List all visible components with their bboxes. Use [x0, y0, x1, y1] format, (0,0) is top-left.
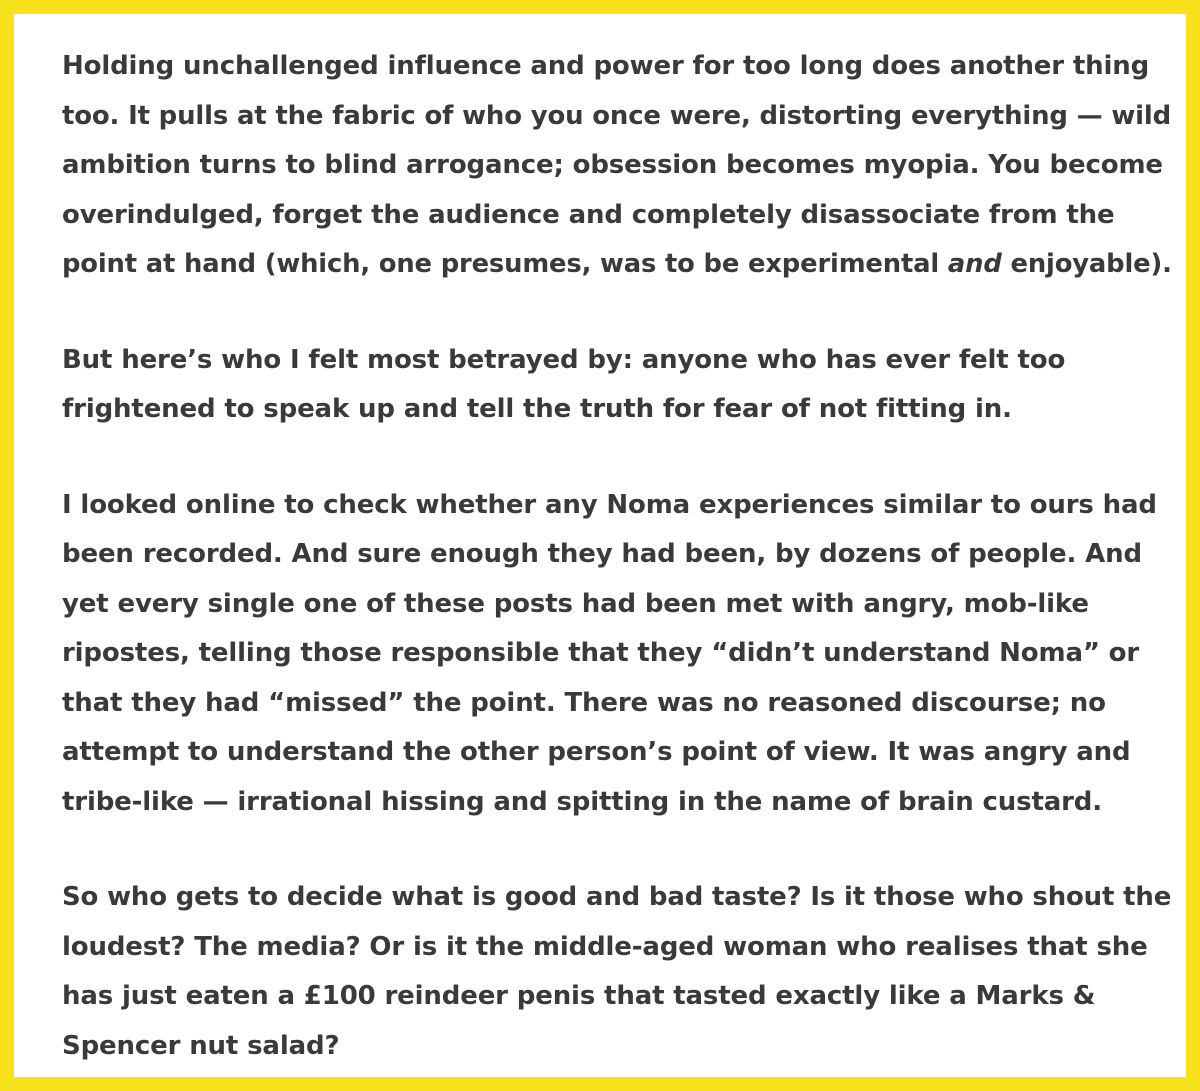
text-line: loudest? The media? Or is it the middle-aged woman who realises that she — [62, 931, 1148, 962]
text-line: been recorded. And sure enough they had been, by dozens of people. And — [62, 539, 1142, 569]
text-line: too. It pulls at the fabric of who you once were, distorting everything — wild — [62, 100, 1171, 131]
text-line: yet every single one of these posts had been met with angry, mob-like — [62, 588, 1089, 619]
text-line: attempt to understand the other person’s point of view. It was angry and — [62, 737, 1131, 767]
emphasis-text: and — [947, 249, 1002, 279]
yellow-bordered-frame — [14, 14, 1186, 1077]
text-line: tribe-like — irrational hissing and spitting in the name of brain custard. — [62, 786, 1102, 817]
text-segment: point at hand (which, one presumes, was to be experimental — [62, 249, 948, 279]
text-line: that they had “missed” the point. There was no reasoned discourse; no — [62, 687, 1106, 718]
paragraph-4 — [62, 873, 1172, 1071]
paragraph-2 — [62, 336, 1172, 435]
text-line: ripostes, telling those responsible that they “didn’t understand Noma” or — [62, 638, 1140, 668]
paragraph-1 — [62, 42, 1172, 290]
text-line: ambition turns to blind arrogance; obsession becomes myopia. You become — [62, 150, 1163, 180]
paragraph-3 — [62, 481, 1172, 828]
text-line: I looked online to check whether any Noma experiences similar to ours had — [62, 489, 1157, 520]
text-line — [62, 240, 1172, 290]
text-line: frightened to speak up and tell the truth for fear of not fitting in. — [62, 394, 1012, 424]
text-line: So who gets to decide what is good and bad taste? Is it those who shout the — [62, 882, 1172, 912]
text-line: has just eaten a £100 reindeer penis that tasted exactly like a Marks & — [62, 981, 1096, 1011]
text-line: But here’s who I felt most betrayed by: anyone who has ever felt too — [62, 344, 1066, 375]
text-line: overindulged, forget the audience and completely disassociate from the — [62, 199, 1115, 230]
article-body — [62, 42, 1172, 1071]
text-line: Holding unchallenged influence and power for too long does another thing — [62, 51, 1150, 81]
text-line: Spencer nut salad? — [62, 1030, 340, 1061]
text-segment: enjoyable). — [1001, 249, 1172, 279]
